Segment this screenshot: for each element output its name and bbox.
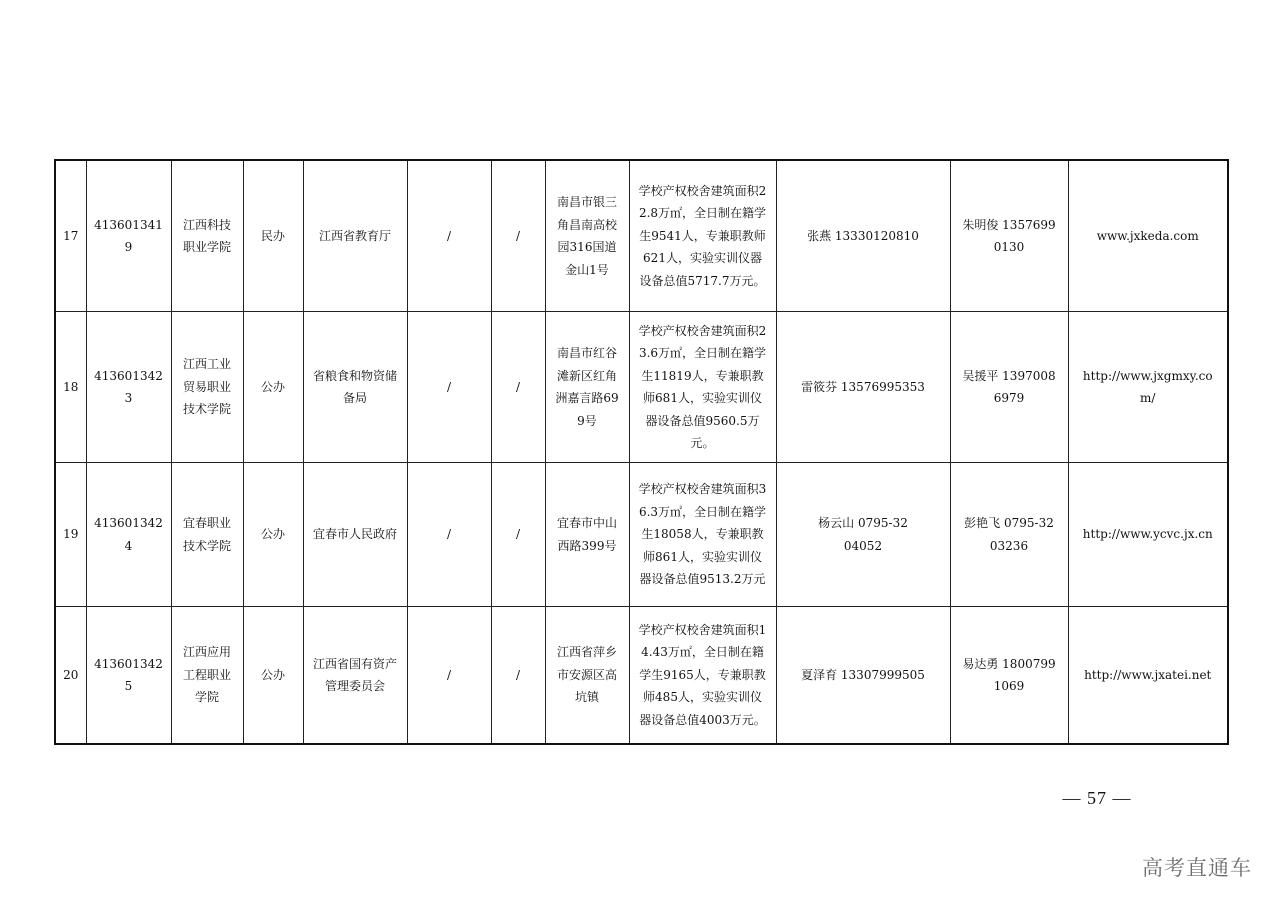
website-link: www.jxkeda.com — [1096, 228, 1199, 243]
row-number: 20 — [55, 607, 86, 745]
website-link: http://www.ycvc.jx.cn — [1082, 527, 1213, 542]
supervising-authority: 江西省国有资产管理委员会 — [313, 656, 398, 693]
school-name: 江西工业贸易职业技术学院 — [182, 357, 231, 417]
table-row — [55, 607, 1228, 745]
school-conditions: 学校产权校舍建筑面积22.8万㎡，全日制在籍学生9541人，专兼职教师621人，实验实训仪器设备总值5717.7万元。 — [638, 183, 767, 288]
school-name: 宜春职业技术学院 — [182, 516, 231, 553]
contact-person: 夏泽育 13307999505 — [776, 607, 950, 745]
school-address: 南昌市银三角昌南高校园316国道金山1号 — [556, 195, 617, 277]
empty-field: / — [491, 463, 545, 607]
empty-field: / — [407, 607, 491, 745]
row-number: 18 — [55, 312, 86, 463]
school-type: 公办 — [243, 312, 303, 463]
school-address: 南昌市红谷滩新区红角洲嘉言路699号 — [555, 346, 619, 428]
supervising-authority: 江西省教育厅 — [318, 228, 391, 243]
table-row — [55, 463, 1228, 607]
table-row — [55, 160, 1228, 312]
school-type: 公办 — [243, 607, 303, 745]
school-name: 江西科技职业学院 — [182, 217, 231, 254]
row-number: 17 — [55, 160, 86, 312]
empty-field: / — [407, 160, 491, 312]
contact-person: 张燕 13330120810 — [776, 160, 950, 312]
school-leader: 朱明俊 13576990130 — [962, 217, 1056, 254]
school-code: 4136013425 — [86, 607, 171, 745]
empty-field: / — [491, 312, 545, 463]
page-number: — 57 — — [1062, 788, 1132, 808]
school-leader: 易达勇 18007991069 — [962, 656, 1056, 693]
empty-field: / — [491, 160, 545, 312]
school-code: 4136013424 — [86, 463, 171, 607]
school-name: 江西应用工程职业学院 — [182, 645, 231, 705]
school-address: 江西省萍乡市安源区高坑镇 — [556, 645, 617, 705]
table-row — [55, 312, 1228, 463]
school-code: 4136013423 — [86, 312, 171, 463]
school-type: 公办 — [243, 463, 303, 607]
school-conditions: 学校产权校舍建筑面积36.3万㎡，全日制在籍学生18058人，专兼职教师861人，实验实训仪器设备总值9513.2万元 — [638, 482, 767, 587]
contact-person: 杨云山 0795-3204052 — [818, 516, 908, 553]
college-info-table — [54, 159, 1229, 745]
contact-person: 雷筱芬 13576995353 — [776, 312, 950, 463]
school-code: 4136013419 — [86, 160, 171, 312]
website-link: http://www.jxatei.net — [1084, 667, 1212, 682]
school-leader: 吴援平 13970086979 — [962, 368, 1056, 405]
school-leader: 彭艳飞 0795-3203236 — [964, 516, 1054, 553]
school-type: 民办 — [243, 160, 303, 312]
website-link: http://www.jxgmxy.com/ — [1082, 368, 1213, 405]
empty-field: / — [491, 607, 545, 745]
school-address: 宜春市中山西路399号 — [556, 516, 617, 553]
school-conditions: 学校产权校舍建筑面积23.6万㎡，全日制在籍学生11819人，专兼职教师681人，实验实训仪器设备总值9560.5万元。 — [638, 323, 767, 450]
row-number: 19 — [55, 463, 86, 607]
empty-field: / — [407, 312, 491, 463]
supervising-authority: 宜春市人民政府 — [313, 527, 398, 542]
school-conditions: 学校产权校舍建筑面积14.43万㎡，全日制在籍学生9165人，专兼职教师485人，实验实训仪器设备总值4003万元。 — [638, 622, 767, 727]
supervising-authority: 省粮食和物资储备局 — [313, 368, 398, 405]
empty-field: / — [407, 463, 491, 607]
watermark-text: 高考直通车 — [1142, 856, 1252, 880]
